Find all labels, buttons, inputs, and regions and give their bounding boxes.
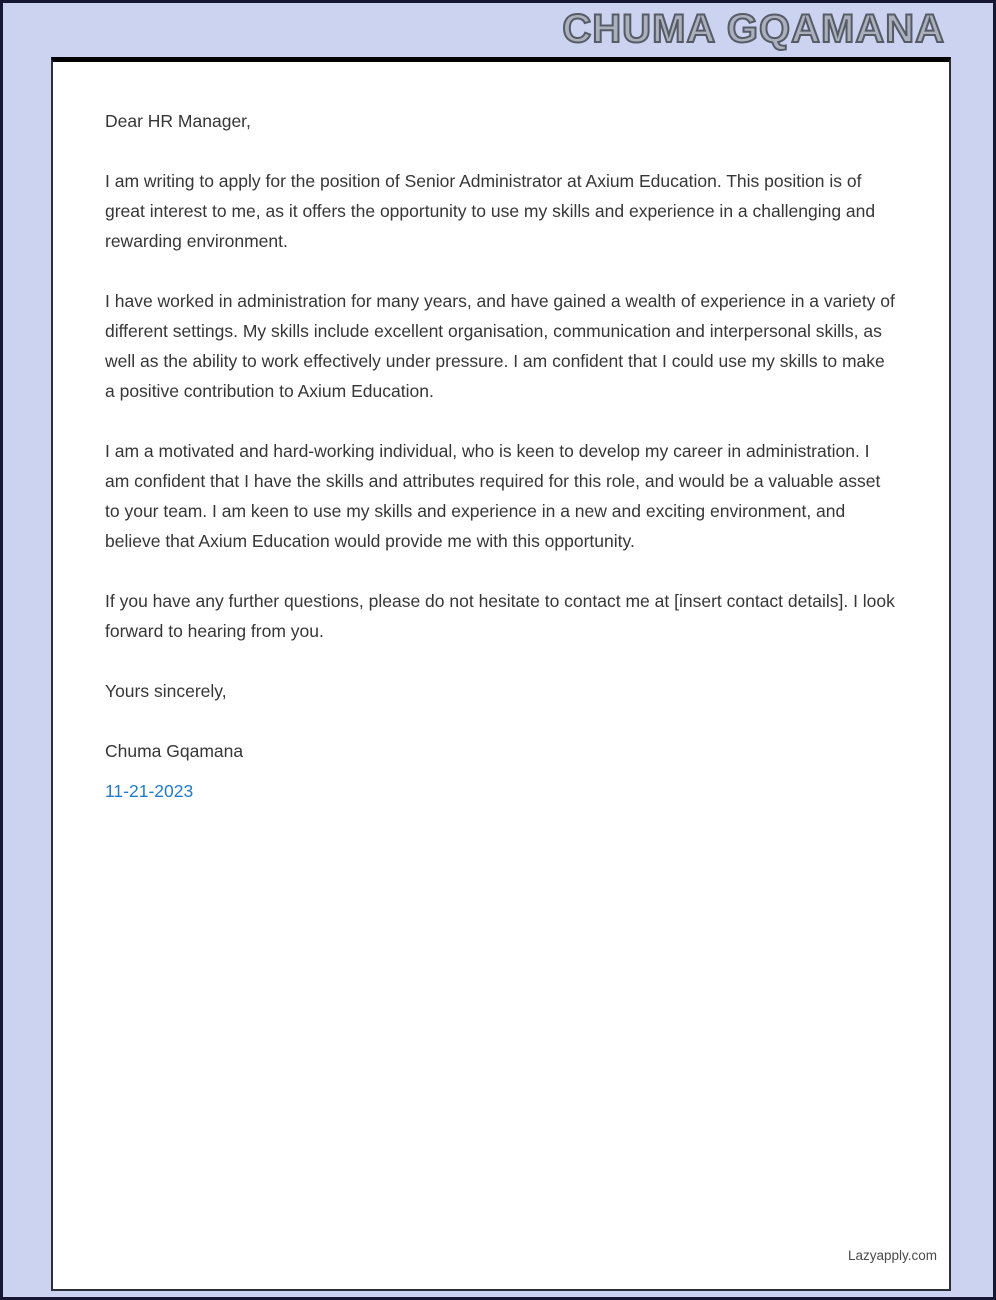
letter-paragraph: I am a motivated and hard-working individual, who is keen to develop my career in administration. I am confident that I have the skills and attributes required for this role, and would be a valuable asset to your team. I am keen to use my skills and experience in a new and exciting environment, and believe that Axium Education would provide me with this opportunity. (105, 441, 881, 551)
letterhead (3, 3, 993, 55)
signature-name: Chuma Gqamana (105, 741, 244, 761)
watermark-text: Lazyapply.com (847, 1248, 937, 1263)
letter-body (53, 62, 949, 806)
letter-page (51, 57, 951, 1291)
date-link[interactable]: 11-21-2023 (105, 781, 194, 801)
salutation: Dear HR Manager, (105, 111, 251, 131)
letter-paragraph: I have worked in administration for many years, and have gained a wealth of experience in a variety of different settings. My skills include excellent organisation, communication and interpersonal skills, as well as the ability to work effectively under pressure. I am confident that I could use my skills to make a positive contribution to Axium Education. (105, 291, 895, 401)
letter-paragraph: I am writing to apply for the position of Senior Administrator at Axium Education. This position is of great interest to me, as it offers the opportunity to use my skills and experience in a challenging and rewarding environment. (105, 171, 876, 251)
date-line (105, 776, 897, 806)
letterhead-name: CHUMA GQAMANA (562, 7, 945, 51)
closing-line: Yours sincerely, (105, 681, 227, 701)
letter-paragraph: If you have any further questions, please do not hesitate to contact me at [insert contact details]. I look forward to hearing from you. (105, 591, 895, 641)
